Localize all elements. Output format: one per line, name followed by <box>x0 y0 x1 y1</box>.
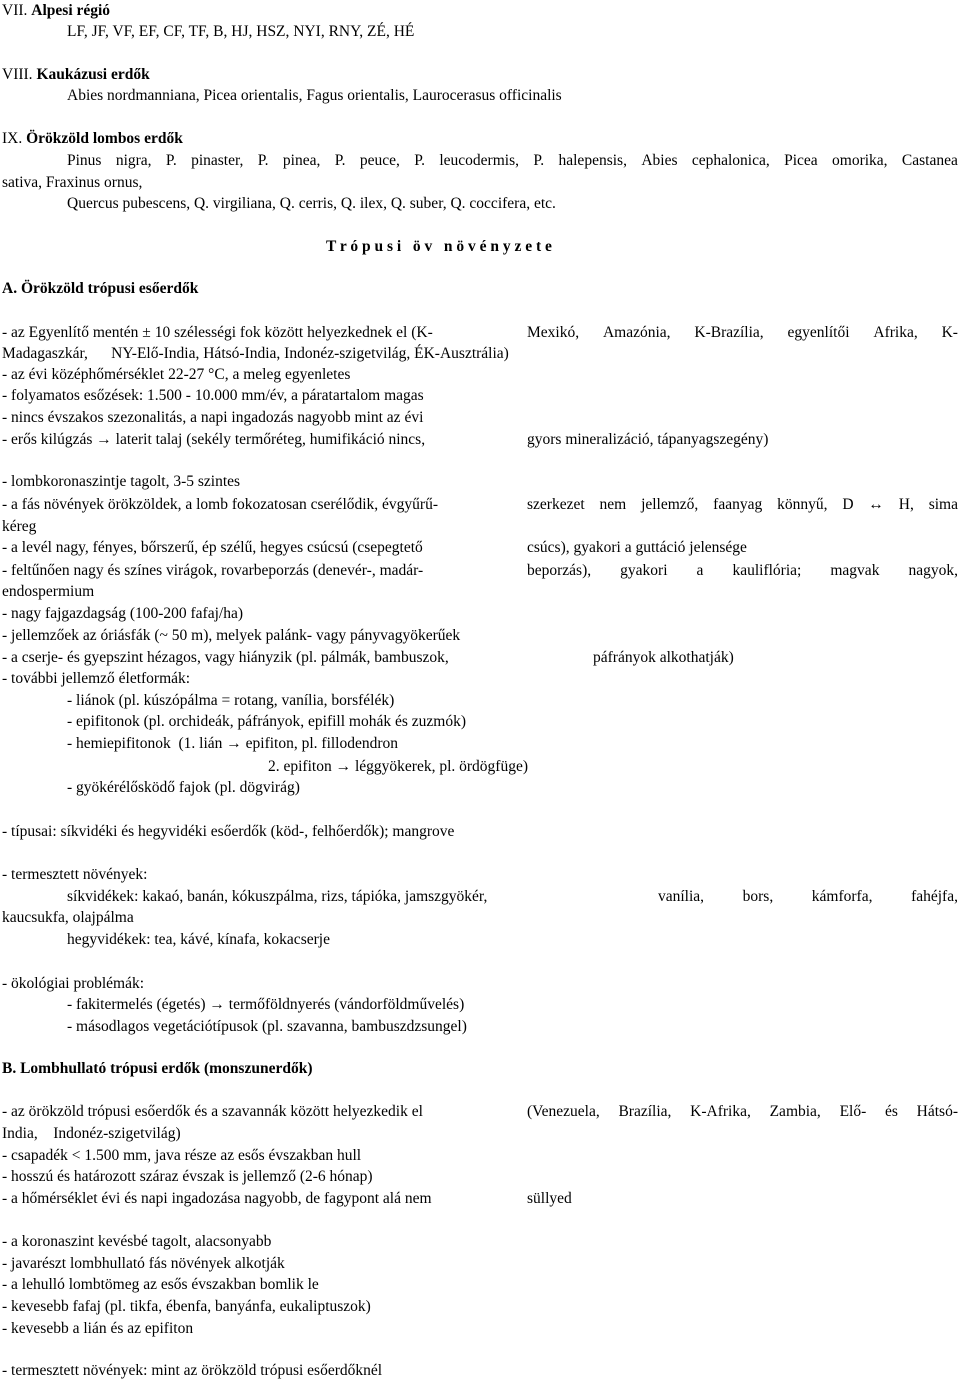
a-line-8a: - a fás növények örökzöldek, a lomb fokozatosan cserélődik, évgyűrű- <box>2 496 439 513</box>
section-ix-line3: Quercus pubescens, Q. virgiliana, Q. cerris, Q. ilex, Q. suber, Q. coccifera, etc. <box>67 195 556 212</box>
a-line-13b: páfrányok alkothatják) <box>593 649 734 666</box>
text-word: jellemző, <box>641 496 699 513</box>
a-line-6a: - erős kilúgzás → laterit talaj (sekély termőréteg, humifikáció nincs, <box>2 431 426 448</box>
text-word: omorika, <box>832 152 888 169</box>
a-line-23: hegyvidékek: tea, kávé, kínafa, kokacserje <box>67 931 330 948</box>
a-line-15: - liánok (pl. kúszópálma = rotang, vanília, borsfélék) <box>67 692 395 709</box>
section-title: Alpesi régió <box>31 2 111 19</box>
text-word: (Venezuela, <box>527 1103 600 1120</box>
text-word: Brazília, <box>618 1103 672 1120</box>
a-line-9a: - a levél nagy, fényes, bőrszerű, ép szélű, hegyes csúcsú (csepegtető <box>2 539 423 556</box>
a-line-24: - ökológiai problémák: <box>2 975 145 992</box>
section-ix-heading <box>2 130 183 148</box>
text-word: Hátsó- <box>916 1103 958 1120</box>
a-line-1a: - az Egyenlítő mentén ± 10 szélességi fok között helyezkednek el (K- <box>2 324 433 341</box>
text-word: pinaster, <box>191 152 244 169</box>
text-word: P. <box>533 152 545 169</box>
text-word: ↔ <box>868 496 884 513</box>
a-line-17: - hemiepifitonok (1. lián → epifiton, pl. fillodendron <box>67 735 399 752</box>
text-word: halepensis, <box>558 152 627 169</box>
text-word: leucodermis, <box>439 152 519 169</box>
text-word: peuce, <box>359 152 400 169</box>
section-ix-line1 <box>67 152 958 170</box>
text-word: K-Brazília, <box>694 324 764 341</box>
section-title: Kaukázusi erdők <box>36 66 150 83</box>
text-word: beporzás), <box>527 562 592 579</box>
text-word: vanília, <box>658 888 705 905</box>
a-line-10a: - feltűnően nagy és színes virágok, rovarbeporzás (denevér-, madár- <box>2 562 424 579</box>
a-line-10b <box>527 562 958 580</box>
text-word: Abies <box>641 152 678 169</box>
a-line-13a: - a cserje- és gyepszint hézagos, vagy hiányzik (pl. pálmák, bambuszok, <box>2 649 449 666</box>
section-viii-heading <box>2 66 150 84</box>
text-word: nem <box>599 496 627 513</box>
tropical-vegetation-heading: T r ó p u s i ö v n ö v é n y z e t e <box>326 238 552 255</box>
a-line-26: - másodlagos vegetációtípusok (pl. szavanna, bambuszdzsungel) <box>67 1018 467 1035</box>
text-word: faanyag <box>713 496 763 513</box>
a-line-8c: kéreg <box>2 518 37 535</box>
a-line-3: - az évi középhőmérséklet 22-27 °C, a meleg egyenletes <box>2 366 351 383</box>
text-word: magvak <box>830 562 880 579</box>
text-word: K- <box>941 324 958 341</box>
section-a-heading: A. Örökzöld trópusi esőerdők <box>2 280 199 297</box>
text-word: Afrika, <box>873 324 918 341</box>
b-line-10: - kevesebb a lián és az epifiton <box>2 1320 194 1337</box>
text-word: P. <box>165 152 177 169</box>
a-line-10c: endospermium <box>2 583 95 600</box>
section-b-heading: B. Lombhullató trópusi erdők (monszunerdők) <box>2 1060 313 1077</box>
section-viii-text: Abies nordmanniana, Picea orientalis, Fagus orientalis, Laurocerasus officinalis <box>67 87 562 104</box>
b-line-7: - javarészt lombhullató fás növények alkotják <box>2 1255 285 1272</box>
a-line-6b: gyors mineralizáció, tápanyagszegény) <box>527 431 769 448</box>
text-word: egyenlítői <box>787 324 850 341</box>
text-word: K-Afrika, <box>690 1103 751 1120</box>
b-line-11: - termesztett növények: mint az örökzöld trópusi esőerdőknél <box>2 1362 383 1379</box>
a-line-8b <box>527 496 958 514</box>
text-word: fahéjfa, <box>911 888 958 905</box>
text-word: cephalonica, <box>691 152 770 169</box>
text-word: a <box>696 562 704 579</box>
b-line-4: - hosszú és határozott száraz évszak is jellemző (2-6 hónap) <box>2 1168 373 1185</box>
a-line-20: - típusai: síkvidéki és hegyvidéki esőerdők (köd-, felhőerdők); mangrove <box>2 823 455 840</box>
text-word: nigra, <box>115 152 152 169</box>
section-number: IX. <box>2 130 23 147</box>
section-ix-line2: sativa, Fraxinus ornus, <box>2 174 143 191</box>
text-word: Amazónia, <box>602 324 671 341</box>
text-word: kámforfa, <box>811 888 873 905</box>
a-line-1b <box>527 324 958 342</box>
a-line-2: Madagaszkár, NY-Elő-India, Hátsó-India, Indonéz-szigetvilág, ÉK-Ausztrália) <box>2 345 509 362</box>
b-line-1a: - az örökzöld trópusi esőerdők és a szavannák között helyezkedik el <box>2 1103 423 1120</box>
a-line-16: - epifitonok (pl. orchideák, páfrányok, epifill mohák és zuzmók) <box>67 713 466 730</box>
text-word: szerkezet <box>527 496 585 513</box>
text-word: nagyok, <box>908 562 958 579</box>
text-word: pinea, <box>282 152 321 169</box>
a-line-5: - nincs évszakos szezonalitás, a napi ingadozás nagyobb mint az évi <box>2 409 424 426</box>
text-word: P. <box>334 152 346 169</box>
b-line-8: - a lehulló lombtömeg az esős évszakban bomlik le <box>2 1276 319 1293</box>
text-word: könnyű, <box>777 496 828 513</box>
text-word: gyakori <box>620 562 668 579</box>
text-word: és <box>885 1103 898 1120</box>
a-line-22b <box>658 888 958 906</box>
section-number: VII. <box>2 2 28 19</box>
a-line-21: - termesztett növények: <box>2 866 148 883</box>
b-line-2: India, Indonéz-szigetvilág) <box>2 1125 181 1142</box>
a-line-7: - lombkoronaszintje tagolt, 3-5 szintes <box>2 473 241 490</box>
text-word: Elő- <box>839 1103 867 1120</box>
a-line-4: - folyamatos esőzések: 1.500 - 10.000 mm/év, a páratartalom magas <box>2 387 424 404</box>
text-word: H, <box>898 496 914 513</box>
a-line-25: - fakitermelés (égetés) → termőföldnyerés (vándorföldművelés) <box>67 996 465 1013</box>
section-number: VIII. <box>2 66 33 83</box>
a-line-22a: síkvidékek: kakaó, banán, kókuszpálma, rizs, tápióka, jamszgyökér, <box>67 888 488 905</box>
b-line-5b: süllyed <box>527 1190 572 1207</box>
text-word: kauliflória; <box>732 562 802 579</box>
b-line-3: - csapadék < 1.500 mm, java része az esős évszakban hull <box>2 1147 362 1164</box>
section-title: Örökzöld lombos erdők <box>26 130 183 147</box>
b-line-6: - a koronaszint kevésbé tagolt, alacsonyabb <box>2 1233 272 1250</box>
a-line-18: 2. epifiton → léggyökerek, pl. ördögfüge) <box>268 758 528 775</box>
section-vii-heading <box>2 2 110 20</box>
text-word: bors, <box>742 888 774 905</box>
a-line-11: - nagy fajgazdagság (100-200 fafaj/ha) <box>2 605 243 622</box>
text-word: P. <box>414 152 425 169</box>
a-line-9b: csúcs), gyakori a guttáció jelensége <box>527 539 747 556</box>
text-word: P. <box>257 152 269 169</box>
text-word: Pinus <box>67 152 102 169</box>
a-line-12: - jellemzőek az óriásfák (~ 50 m), melyek palánk- vagy pányvagyökerűek <box>2 627 461 644</box>
b-line-5a: - a hőmérséklet évi és napi ingadozása nagyobb, de fagypont alá nem <box>2 1190 432 1207</box>
text-word: Picea <box>784 152 818 169</box>
section-vii-text: LF, JF, VF, EF, CF, TF, B, HJ, HSZ, NYI, RNY, ZÉ, HÉ <box>67 23 415 40</box>
text-word: sima <box>928 496 958 513</box>
text-word: Zambia, <box>769 1103 821 1120</box>
text-word: Mexikó, <box>527 324 580 341</box>
text-word: Castanea <box>901 152 958 169</box>
a-line-14: - további jellemző életformák: <box>2 670 191 687</box>
a-line-22c: kaucsukfa, olajpálma <box>2 909 134 926</box>
b-line-9: - kevesebb fafaj (pl. tikfa, ébenfa, banyánfa, eukaliptuszok) <box>2 1298 371 1315</box>
a-line-19: - gyökérélősködő fajok (pl. dögvirág) <box>67 779 300 796</box>
b-line-1b <box>527 1103 958 1121</box>
text-word: D <box>842 496 854 513</box>
